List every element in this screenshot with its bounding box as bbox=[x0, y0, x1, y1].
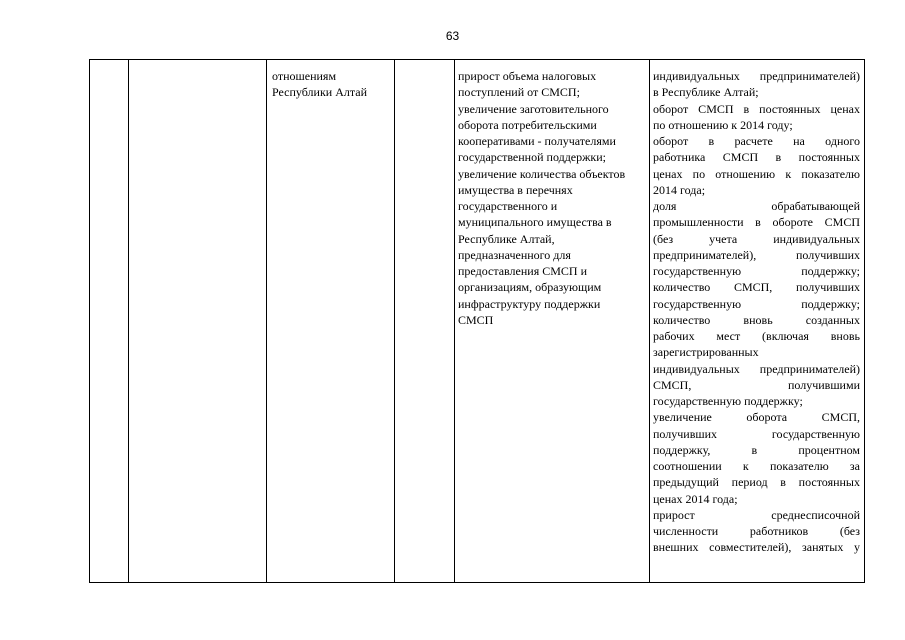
page-number: 63 bbox=[445, 29, 460, 43]
cell-text-line: предыдущий период в постоянных bbox=[653, 475, 860, 490]
cell-text-line: СМСП, получившими bbox=[653, 377, 860, 392]
cell-text-line: СМСП bbox=[458, 312, 494, 327]
cell-text-line: прирост объема налоговых bbox=[458, 69, 597, 83]
cell-text-line: 2014 года; bbox=[653, 182, 706, 197]
cell-text-line: внешних совместителей), занятых у bbox=[653, 540, 860, 555]
cell-text-line: предназначенного для bbox=[458, 247, 571, 262]
column-divider bbox=[394, 60, 395, 582]
cell-text-line: рабочих мест (включая вновь bbox=[653, 329, 860, 343]
cell-text-line: государственную поддержку; bbox=[653, 264, 860, 278]
cell-text-line: муниципального имущества в bbox=[458, 215, 612, 230]
cell-text-line: кооперативами - получателями bbox=[458, 134, 616, 148]
cell-text-line: государственную поддержку; bbox=[653, 394, 803, 408]
cell-text-line: в Республике Алтай; bbox=[653, 85, 759, 100]
column-divider bbox=[128, 60, 129, 582]
cell-text-line: численности работников (без bbox=[653, 524, 860, 538]
cell-text-line: увеличение количества объектов bbox=[458, 166, 626, 181]
cell-text-line: прирост среднесписочной bbox=[653, 507, 860, 522]
column-divider bbox=[454, 60, 455, 582]
cell-text-line: оборот в расчете на одного bbox=[653, 134, 860, 148]
column-divider bbox=[266, 60, 267, 582]
cell-text-line: предпринимателей), получивших bbox=[653, 247, 860, 262]
cell-text-line: количество вновь созданных bbox=[653, 312, 860, 327]
cell-text-line: отношениям bbox=[272, 69, 337, 83]
cell-text-line: государственного и bbox=[458, 199, 558, 213]
table bbox=[89, 59, 865, 583]
cell-text-line: оборот СМСП в постоянных ценах bbox=[653, 101, 860, 116]
cell-text-line: ценах по отношению к показателю bbox=[653, 166, 860, 181]
table-cell-expected-results bbox=[458, 68, 646, 328]
cell-text-line: зарегистрированных bbox=[653, 345, 759, 360]
cell-text-line: индивидуальных предпринимателей) bbox=[653, 69, 860, 83]
cell-text-line: увеличение оборота СМСП, bbox=[653, 410, 860, 425]
cell-text-line: промышленности в обороте СМСП bbox=[653, 215, 860, 230]
cell-text-line: по отношению к 2014 году; bbox=[653, 117, 793, 132]
table-cell-responsible bbox=[272, 68, 390, 101]
table-cell-indicators bbox=[653, 68, 860, 556]
cell-text-line: ценах 2014 года; bbox=[653, 491, 738, 506]
cell-text-line: оборота потребительскими bbox=[458, 117, 597, 132]
cell-text-line: организациям, образующим bbox=[458, 280, 602, 295]
cell-text-line: поддержку, в процентном bbox=[653, 442, 860, 457]
cell-text-line: поступлений от СМСП; bbox=[458, 85, 580, 100]
cell-text-line: предоставления СМСП и bbox=[458, 264, 587, 278]
cell-text-line: (без учета индивидуальных bbox=[653, 231, 860, 246]
cell-text-line: увеличение заготовительного bbox=[458, 101, 609, 116]
cell-text-line: индивидуальных предпринимателей) bbox=[653, 361, 860, 376]
cell-text-line: государственную поддержку; bbox=[653, 296, 860, 311]
cell-text-line: Республики Алтай bbox=[272, 85, 367, 100]
cell-text-line: государственной поддержки; bbox=[458, 150, 607, 165]
column-divider bbox=[649, 60, 650, 582]
cell-text-line: имущества в перечнях bbox=[458, 182, 573, 197]
cell-text-line: количество СМСП, получивших bbox=[653, 280, 860, 295]
cell-text-line: инфраструктуру поддержки bbox=[458, 296, 601, 311]
cell-text-line: доля обрабатывающей bbox=[653, 199, 860, 213]
cell-text-line: получивших государственную bbox=[653, 426, 860, 441]
cell-text-line: Республике Алтай, bbox=[458, 231, 555, 246]
cell-text-line: соотношении к показателю за bbox=[653, 459, 860, 473]
cell-text-line: работника СМСП в постоянных bbox=[653, 150, 860, 165]
